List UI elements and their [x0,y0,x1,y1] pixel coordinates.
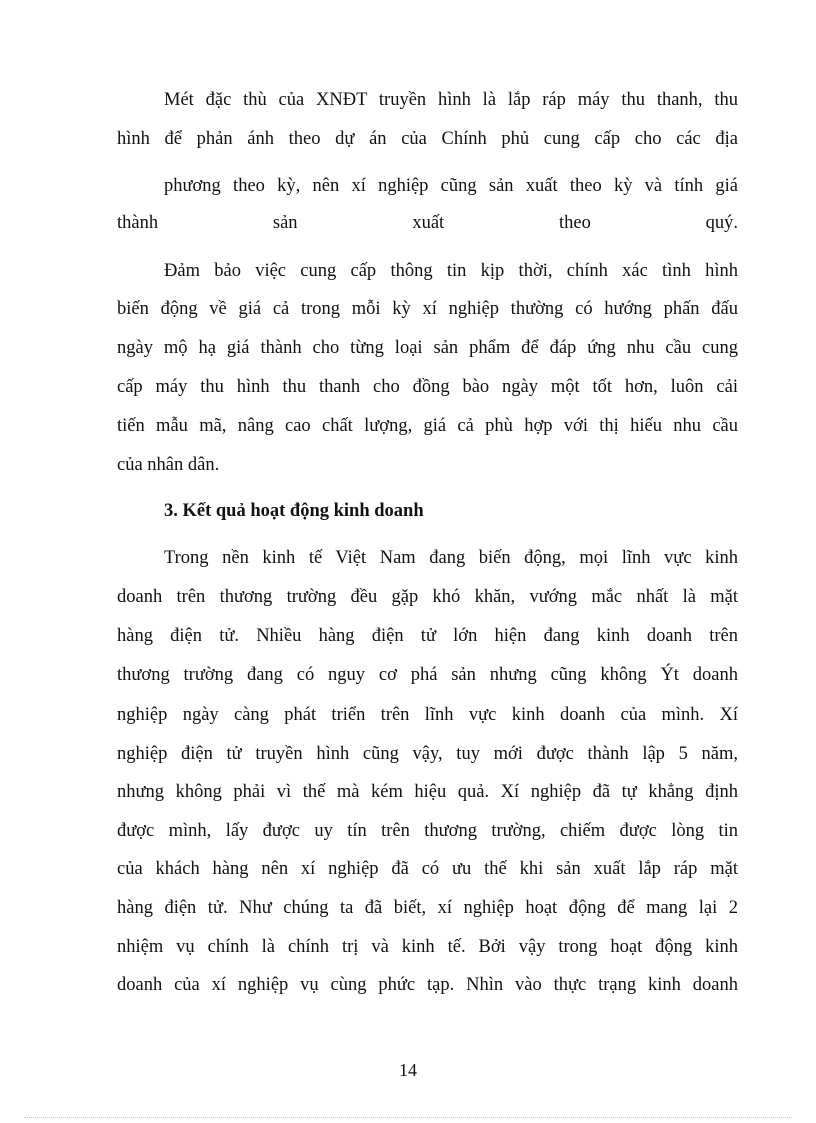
paragraph-3-line-1: Trong nền kinh tế Việt Nam đang biến động, mọi lĩnh vực kinh [164,548,738,568]
paragraph-3-line-8: được mình, lấy được uy tín trên thương trường, chiếm được lòng tin [117,821,738,841]
paragraph-2-line-4: cấp máy thu hình thu thanh cho đồng bào ngày một tốt hơn, luôn cải [117,377,738,397]
paragraph-3-line-11: nhiệm vụ chính là chính trị và kinh tế. Bởi vậy trong hoạt động kinh [117,937,738,957]
paragraph-2-line-1: Đảm bảo việc cung cấp thông tin kịp thời, chính xác tình hình [164,261,738,281]
paragraph-3-line-2: doanh trên thương trường đều gặp khó khăn, vướng mắc nhất là mặt [117,587,738,607]
page-number: 14 [399,1060,417,1080]
paragraph-3-line-6: nghiệp điện tử truyền hình cũng vậy, tuy mới được thành lập 5 năm, [117,744,738,764]
paragraph-3-line-12: doanh của xí nghiệp vụ cùng phức tạp. Nhìn vào thực trạng kinh doanh [117,975,738,995]
paragraph-1-line-3: phương theo kỳ, nên xí nghiệp cũng sản xuất theo kỳ và tính giá [164,176,738,196]
paragraph-2-line-6: của nhân dân. [117,455,220,475]
paragraph-3-line-10: hàng điện tử. Như chúng ta đã biết, xí nghiệp hoạt động để mang lại 2 [117,898,738,918]
paragraph-2-line-3: ngày mộ hạ giá thành cho từng loại sản phẩm để đáp ứng nhu cầu cung [117,338,738,358]
paragraph-3-line-7: nhưng không phải vì thế mà kém hiệu quả. Xí nghiệp đã tự khẳng định [117,782,738,802]
section-heading: 3. Kết quả hoạt động kinh doanh [164,501,424,521]
paragraph-3-line-9: của khách hàng nên xí nghiệp đã có ưu thế khi sản xuất lắp ráp mặt [117,859,738,879]
paragraph-1-line-4: thành sản xuất theo quý. [117,213,738,233]
paragraph-1-line-1: Mét đặc thù của XNĐT truyền hình là lắp ráp máy thu thanh, thu [164,90,738,110]
paragraph-3-line-4: thương trường đang có nguy cơ phá sản nhưng cũng không Ýt doanh [117,665,738,685]
paragraph-2-line-5: tiến mẫu mã, nâng cao chất lượng, giá cả phù hợp với thị hiếu nhu cầu [117,416,738,436]
page-bottom-divider [24,1117,792,1118]
paragraph-1-line-2: hình để phản ánh theo dự án của Chính phủ cung cấp cho các địa [117,129,738,149]
paragraph-3-line-3: hàng điện tử. Nhiều hàng điện tử lớn hiện đang kinh doanh trên [117,626,738,646]
paragraph-3-line-5: nghiệp ngày càng phát triển trên lĩnh vực kinh doanh của mình. Xí [117,705,738,725]
paragraph-2-line-2: biến động về giá cả trong mỗi kỳ xí nghiệp thường có hướng phấn đấu [117,299,738,319]
